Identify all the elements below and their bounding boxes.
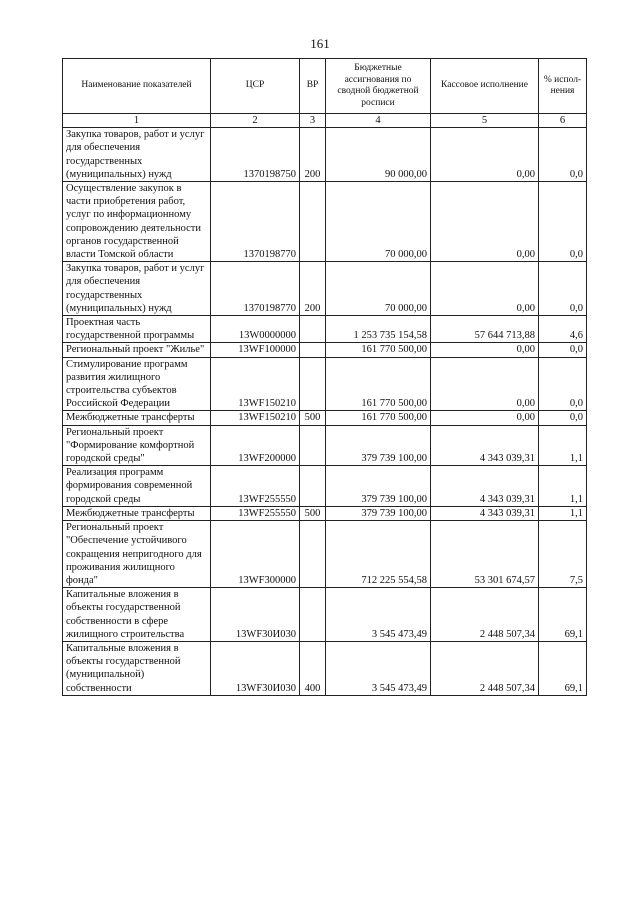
row-csr-cell: 13WF30И030 <box>211 641 300 695</box>
row-vr-cell <box>300 182 326 262</box>
table-row <box>63 262 587 316</box>
row-budget-cell: 3 545 473,49 <box>326 588 431 642</box>
row-budget-cell: 1 253 735 154,58 <box>326 316 431 343</box>
row-cash-cell: 0,00 <box>431 357 539 411</box>
row-budget-cell: 379 739 100,00 <box>326 466 431 507</box>
row-name-cell: Капитальные вложения в объекты государственной (муниципальной) собственности <box>63 641 211 695</box>
row-budget-cell: 712 225 554,58 <box>326 521 431 588</box>
row-csr-cell: 13WF30И030 <box>211 588 300 642</box>
table-row <box>63 506 587 520</box>
table-row <box>63 343 587 357</box>
row-cash-cell: 4 343 039,31 <box>431 425 539 466</box>
row-percent-cell: 0,0 <box>539 343 587 357</box>
budget-execution-table <box>62 58 587 696</box>
row-budget-cell: 70 000,00 <box>326 182 431 262</box>
row-csr-cell: 13WF150210 <box>211 357 300 411</box>
row-csr-cell: 13WF200000 <box>211 425 300 466</box>
table-row <box>63 466 587 507</box>
row-percent-cell: 0,0 <box>539 262 587 316</box>
row-budget-cell: 161 770 500,00 <box>326 411 431 425</box>
header-budget-allocations: Бюджетные ассигнования по сводной бюджетной росписи <box>326 59 431 114</box>
row-csr-cell: 13WF300000 <box>211 521 300 588</box>
row-budget-cell: 3 545 473,49 <box>326 641 431 695</box>
row-name-cell: Межбюджетные трансферты <box>63 411 211 425</box>
row-percent-cell: 4,6 <box>539 316 587 343</box>
table-row <box>63 182 587 262</box>
column-number: 2 <box>211 114 300 128</box>
row-csr-cell: 13WF150210 <box>211 411 300 425</box>
row-percent-cell: 0,0 <box>539 357 587 411</box>
table-row <box>63 641 587 695</box>
row-name-cell: Закупка товаров, работ и услуг для обеспечения государственных (муниципальных) нужд <box>63 128 211 182</box>
row-cash-cell: 0,00 <box>431 343 539 357</box>
table-row <box>63 316 587 343</box>
table-row <box>63 128 587 182</box>
row-name-cell: Капитальные вложения в объекты государственной собственности в сфере жилищного строительства <box>63 588 211 642</box>
row-csr-cell: 13WF255550 <box>211 466 300 507</box>
row-vr-cell <box>300 357 326 411</box>
row-budget-cell: 70 000,00 <box>326 262 431 316</box>
header-vr: ВР <box>300 59 326 114</box>
row-name-cell: Проектная часть государственной программы <box>63 316 211 343</box>
row-vr-cell <box>300 521 326 588</box>
column-number-row <box>63 114 587 128</box>
row-csr-cell: 13WF100000 <box>211 343 300 357</box>
row-name-cell: Межбюджетные трансферты <box>63 506 211 520</box>
table-row <box>63 357 587 411</box>
row-cash-cell: 0,00 <box>431 262 539 316</box>
row-percent-cell: 69,1 <box>539 588 587 642</box>
header-indicator-name: Наименование показателей <box>63 59 211 114</box>
row-cash-cell: 2 448 507,34 <box>431 641 539 695</box>
row-budget-cell: 161 770 500,00 <box>326 343 431 357</box>
row-vr-cell <box>300 343 326 357</box>
column-number: 5 <box>431 114 539 128</box>
column-number: 3 <box>300 114 326 128</box>
row-vr-cell <box>300 425 326 466</box>
row-csr-cell: 13W0000000 <box>211 316 300 343</box>
row-cash-cell: 0,00 <box>431 411 539 425</box>
row-csr-cell: 1370198770 <box>211 182 300 262</box>
table-header-row <box>63 59 587 114</box>
row-cash-cell: 0,00 <box>431 182 539 262</box>
row-csr-cell: 13WF255550 <box>211 506 300 520</box>
row-name-cell: Закупка товаров, работ и услуг для обеспечения государственных (муниципальных) нужд <box>63 262 211 316</box>
row-name-cell: Реализация программ формирования современной городской среды <box>63 466 211 507</box>
row-percent-cell: 1,1 <box>539 506 587 520</box>
row-budget-cell: 90 000,00 <box>326 128 431 182</box>
row-vr-cell <box>300 316 326 343</box>
row-cash-cell: 53 301 674,57 <box>431 521 539 588</box>
row-cash-cell: 4 343 039,31 <box>431 466 539 507</box>
row-csr-cell: 1370198770 <box>211 262 300 316</box>
header-csr: ЦСР <box>211 59 300 114</box>
table-row <box>63 588 587 642</box>
row-budget-cell: 379 739 100,00 <box>326 506 431 520</box>
row-percent-cell: 0,0 <box>539 128 587 182</box>
header-execution-percent: % испол-нения <box>539 59 587 114</box>
page-number: 161 <box>310 36 330 51</box>
table-row <box>63 411 587 425</box>
row-name-cell: Региональный проект "Жилье" <box>63 343 211 357</box>
row-cash-cell: 57 644 713,88 <box>431 316 539 343</box>
row-cash-cell: 0,00 <box>431 128 539 182</box>
row-name-cell: Стимулирование программ развития жилищного строительства субъектов Российской Федерации <box>63 357 211 411</box>
row-name-cell: Осуществление закупок в части приобретения работ, услуг по информационному сопровождению деятельности органов государственной власти Томской области <box>63 182 211 262</box>
row-vr-cell: 500 <box>300 411 326 425</box>
table-row <box>63 425 587 466</box>
row-vr-cell: 400 <box>300 641 326 695</box>
row-name-cell: Региональный проект "Обеспечение устойчивого сокращения непригодного для проживания жилищного фонда" <box>63 521 211 588</box>
row-percent-cell: 0,0 <box>539 182 587 262</box>
column-number: 4 <box>326 114 431 128</box>
row-cash-cell: 4 343 039,31 <box>431 506 539 520</box>
row-percent-cell: 69,1 <box>539 641 587 695</box>
column-number: 6 <box>539 114 587 128</box>
row-name-cell: Региональный проект "Формирование комфортной городской среды" <box>63 425 211 466</box>
row-vr-cell <box>300 466 326 507</box>
row-csr-cell: 1370198750 <box>211 128 300 182</box>
table-row <box>63 521 587 588</box>
row-vr-cell: 200 <box>300 128 326 182</box>
row-cash-cell: 2 448 507,34 <box>431 588 539 642</box>
header-cash-execution: Кассовое исполнение <box>431 59 539 114</box>
row-percent-cell: 1,1 <box>539 466 587 507</box>
row-vr-cell: 200 <box>300 262 326 316</box>
row-vr-cell: 500 <box>300 506 326 520</box>
row-budget-cell: 379 739 100,00 <box>326 425 431 466</box>
row-percent-cell: 7,5 <box>539 521 587 588</box>
row-budget-cell: 161 770 500,00 <box>326 357 431 411</box>
row-vr-cell <box>300 588 326 642</box>
row-percent-cell: 1,1 <box>539 425 587 466</box>
column-number: 1 <box>63 114 211 128</box>
row-percent-cell: 0,0 <box>539 411 587 425</box>
